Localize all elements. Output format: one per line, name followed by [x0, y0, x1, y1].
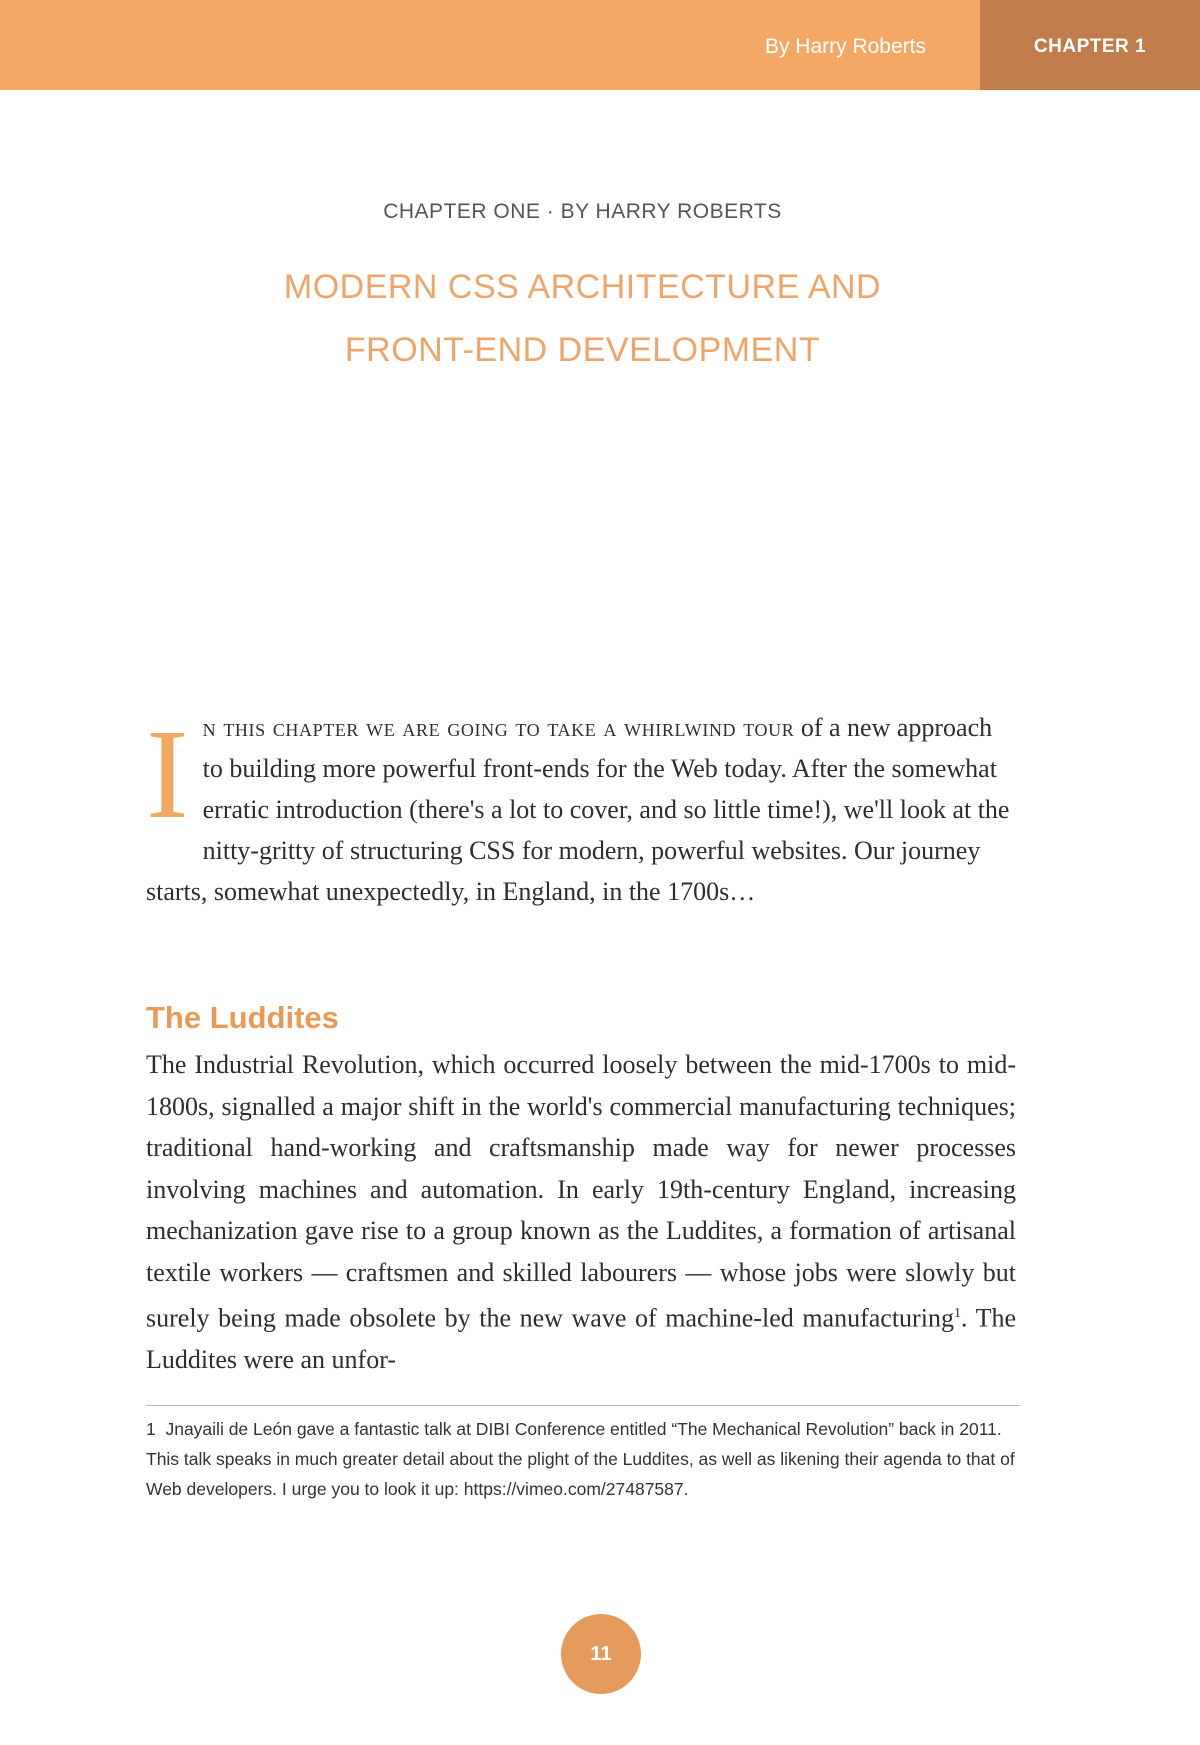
chapter-title — [0, 256, 1165, 382]
section-paragraph-end: . The Luddites were an unfor- — [146, 1303, 1017, 1375]
header-author: By Harry Roberts — [764, 35, 926, 58]
page-number: 11 — [561, 1614, 641, 1694]
section-paragraph-text: The Industrial Revolution, which occurred loosely between the mid-1700s to mid-1800s, signalled a major shift in the world's commercial manufacturing techniques; traditional hand-working and craftsmanship made way for newer processes involving machines and automation. In early 19th-century England, increasing mechanization gave rise to a group known as the Luddites, a formation of artisanal textile workers — craftsmen and skilled labourers — whose jobs were slowly but surely being made obsolete by the new wave of machine-led manufacturing — [146, 1050, 1016, 1333]
chapter-tab: CHAPTER 1 — [980, 0, 1200, 90]
footnote-divider — [146, 1405, 1020, 1406]
chapter-kicker: CHAPTER ONE · BY HARRY ROBERTS — [383, 200, 782, 223]
footnote — [146, 1414, 1020, 1504]
section-heading: The Luddites — [146, 1000, 339, 1035]
section-paragraph — [146, 1044, 1016, 1381]
footnote-number: 1 — [146, 1419, 156, 1439]
drop-cap: I — [146, 703, 189, 845]
intro-text: of a new approach to building more powerful front-ends for the Web today. After the somewhat erratic introduction (there's a lot to cover, and so little time!), we'll look at the nitty-gritty of structuring CSS for modern, powerful websites. Our journey starts, somewhat unexpectedly, in England, in the 1700s… — [146, 713, 1010, 906]
footnote-text: Jnayaili de León gave a fantastic talk at DIBI Conference entitled “The Mechanical Revolution” back in 2011. This talk speaks in much greater detail about the plight of the Luddites, as well as likening their agenda to that of Web developers. I urge you to look it up: https://vimeo.com/27487587. — [146, 1419, 1015, 1499]
intro-lead-in: n this chapter we are going to take a whirlwind tour — [202, 713, 795, 742]
chapter-title-line-1: MODERN CSS ARCHITECTURE AND — [283, 268, 882, 306]
chapter-title-line-2: FRONT-END DEVELOPMENT — [344, 331, 821, 369]
page-header — [0, 0, 1200, 90]
intro-paragraph — [146, 703, 1016, 912]
footnote-reference[interactable]: 1 — [953, 1306, 961, 1321]
